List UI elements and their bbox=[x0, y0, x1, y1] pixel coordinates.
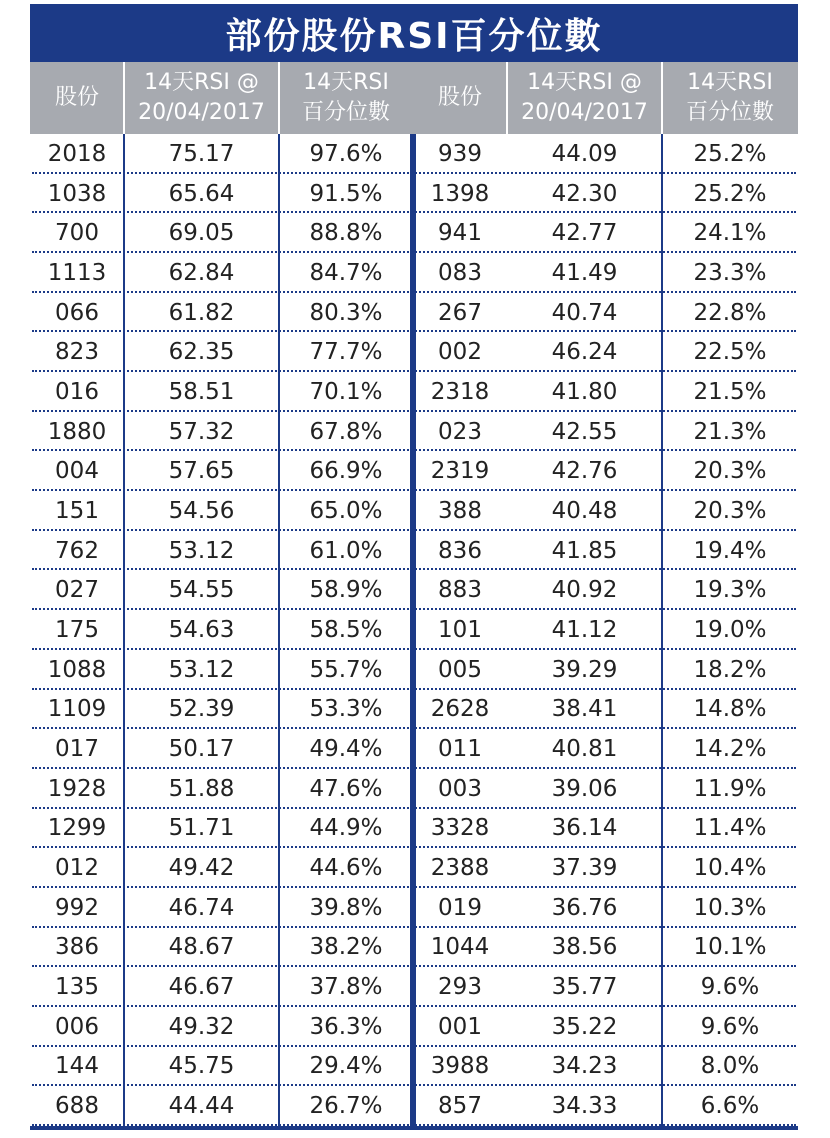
cell-rsi-percentile: 11.4% bbox=[693, 815, 767, 842]
cell-stock-code: 941 bbox=[438, 220, 482, 247]
cell-stock-code: 2018 bbox=[47, 140, 107, 167]
cell-stock-code: 016 bbox=[55, 378, 99, 405]
header-label-line1: 股份 bbox=[437, 85, 482, 110]
header-label-line1: 14天RSI bbox=[687, 70, 773, 95]
header-label-line2: 百分位數 bbox=[301, 100, 390, 125]
cell-rsi-percentile: 10.3% bbox=[693, 894, 767, 921]
cell-rsi-percentile: 14.8% bbox=[693, 696, 767, 723]
cell-stock-code: 1109 bbox=[47, 696, 107, 723]
cell-rsi-percentile: 14.2% bbox=[693, 736, 767, 763]
cell-stock-code: 883 bbox=[438, 577, 482, 604]
cell-stock-code: 2388 bbox=[430, 855, 490, 882]
header-divider bbox=[278, 62, 280, 134]
cell-stock-code: 1088 bbox=[47, 656, 107, 683]
cell-rsi-value: 42.76 bbox=[551, 458, 618, 485]
header-label-line1: 14天RSI @ bbox=[144, 70, 259, 95]
header-label-line1: 14天RSI @ bbox=[527, 70, 642, 95]
header-rsi-percentile-left bbox=[279, 62, 413, 134]
cell-rsi-value: 41.49 bbox=[551, 259, 618, 286]
cell-rsi-percentile: 37.8% bbox=[309, 974, 383, 1001]
cell-rsi-value: 48.67 bbox=[168, 934, 235, 961]
cell-stock-code: 011 bbox=[438, 736, 482, 763]
cell-rsi-value: 62.84 bbox=[168, 259, 235, 286]
cell-rsi-percentile: 70.1% bbox=[309, 378, 383, 405]
cell-rsi-percentile: 10.4% bbox=[693, 855, 767, 882]
cell-rsi-percentile: 44.9% bbox=[309, 815, 383, 842]
cell-rsi-percentile: 44.6% bbox=[309, 855, 383, 882]
cell-rsi-percentile: 97.6% bbox=[309, 140, 383, 167]
cell-rsi-value: 39.06 bbox=[551, 775, 618, 802]
cell-rsi-percentile: 23.3% bbox=[693, 259, 767, 286]
cell-rsi-value: 38.56 bbox=[551, 934, 618, 961]
cell-rsi-value: 44.09 bbox=[551, 140, 618, 167]
header-stock-code-right bbox=[413, 62, 507, 134]
cell-rsi-percentile: 22.8% bbox=[693, 299, 767, 326]
cell-stock-code: 004 bbox=[55, 458, 99, 485]
cell-rsi-percentile: 26.7% bbox=[309, 1093, 383, 1120]
cell-stock-code: 3328 bbox=[430, 815, 490, 842]
cell-stock-code: 2319 bbox=[430, 458, 490, 485]
cell-rsi-value: 49.32 bbox=[168, 1013, 235, 1040]
cell-stock-code: 027 bbox=[55, 577, 99, 604]
cell-rsi-value: 40.81 bbox=[551, 736, 618, 763]
cell-stock-code: 144 bbox=[55, 1053, 99, 1080]
table-bottom-rule bbox=[30, 1126, 798, 1130]
cell-rsi-percentile: 88.8% bbox=[309, 220, 383, 247]
cell-stock-code: 1928 bbox=[47, 775, 107, 802]
header-rsi-value-left bbox=[124, 62, 279, 134]
cell-stock-code: 2318 bbox=[430, 378, 490, 405]
cell-rsi-percentile: 55.7% bbox=[309, 656, 383, 683]
cell-rsi-value: 40.92 bbox=[551, 577, 618, 604]
cell-rsi-value: 54.56 bbox=[168, 497, 235, 524]
cell-stock-code: 3988 bbox=[430, 1053, 490, 1080]
cell-stock-code: 1299 bbox=[47, 815, 107, 842]
cell-rsi-percentile: 24.1% bbox=[693, 220, 767, 247]
cell-rsi-percentile: 77.7% bbox=[309, 339, 383, 366]
cell-stock-code: 992 bbox=[55, 894, 99, 921]
cell-rsi-percentile: 25.2% bbox=[693, 140, 767, 167]
column-divider bbox=[278, 134, 280, 1126]
cell-stock-code: 006 bbox=[55, 1013, 99, 1040]
cell-stock-code: 700 bbox=[55, 220, 99, 247]
cell-stock-code: 688 bbox=[55, 1093, 99, 1120]
cell-stock-code: 083 bbox=[438, 259, 482, 286]
cell-rsi-value: 58.51 bbox=[168, 378, 235, 405]
cell-rsi-value: 51.71 bbox=[168, 815, 235, 842]
cell-rsi-value: 62.35 bbox=[168, 339, 235, 366]
cell-stock-code: 267 bbox=[438, 299, 482, 326]
cell-rsi-value: 45.75 bbox=[168, 1053, 235, 1080]
cell-rsi-percentile: 21.3% bbox=[693, 418, 767, 445]
cell-rsi-value: 42.30 bbox=[551, 180, 618, 207]
cell-rsi-value: 36.76 bbox=[551, 894, 618, 921]
cell-stock-code: 293 bbox=[438, 974, 482, 1001]
cell-stock-code: 823 bbox=[55, 339, 99, 366]
cell-rsi-value: 54.55 bbox=[168, 577, 235, 604]
cell-rsi-percentile: 9.6% bbox=[700, 974, 760, 1001]
cell-rsi-percentile: 22.5% bbox=[693, 339, 767, 366]
cell-rsi-value: 40.74 bbox=[551, 299, 618, 326]
cell-stock-code: 019 bbox=[438, 894, 482, 921]
header-rsi-percentile-right bbox=[662, 62, 798, 134]
cell-rsi-percentile: 19.4% bbox=[693, 537, 767, 564]
cell-rsi-percentile: 61.0% bbox=[309, 537, 383, 564]
header-label-line2: 20/04/2017 bbox=[138, 100, 265, 125]
cell-rsi-percentile: 20.3% bbox=[693, 497, 767, 524]
cell-stock-code: 1880 bbox=[47, 418, 107, 445]
cell-rsi-percentile: 80.3% bbox=[309, 299, 383, 326]
cell-rsi-percentile: 58.9% bbox=[309, 577, 383, 604]
cell-stock-code: 012 bbox=[55, 855, 99, 882]
cell-rsi-value: 35.22 bbox=[551, 1013, 618, 1040]
cell-stock-code: 1113 bbox=[47, 259, 107, 286]
cell-rsi-percentile: 19.3% bbox=[693, 577, 767, 604]
cell-rsi-percentile: 18.2% bbox=[693, 656, 767, 683]
cell-rsi-percentile: 9.6% bbox=[700, 1013, 760, 1040]
cell-rsi-value: 54.63 bbox=[168, 616, 235, 643]
cell-rsi-value: 42.77 bbox=[551, 220, 618, 247]
header-divider bbox=[506, 62, 508, 134]
cell-stock-code: 939 bbox=[438, 140, 482, 167]
cell-rsi-percentile: 10.1% bbox=[693, 934, 767, 961]
cell-rsi-percentile: 8.0% bbox=[700, 1053, 760, 1080]
header-rsi-value-right bbox=[507, 62, 662, 134]
cell-rsi-value: 37.39 bbox=[551, 855, 618, 882]
cell-rsi-percentile: 21.5% bbox=[693, 378, 767, 405]
cell-rsi-percentile: 39.8% bbox=[309, 894, 383, 921]
cell-rsi-value: 41.80 bbox=[551, 378, 618, 405]
cell-rsi-value: 34.33 bbox=[551, 1093, 618, 1120]
header-stock-code-left bbox=[30, 62, 124, 134]
cell-stock-code: 135 bbox=[55, 974, 99, 1001]
header-label-line2: 20/04/2017 bbox=[521, 100, 648, 125]
cell-stock-code: 1044 bbox=[430, 934, 490, 961]
cell-rsi-percentile: 25.2% bbox=[693, 180, 767, 207]
cell-rsi-percentile: 65.0% bbox=[309, 497, 383, 524]
rsi-percentile-table bbox=[30, 4, 798, 1132]
column-divider bbox=[123, 134, 125, 1126]
cell-rsi-percentile: 53.3% bbox=[309, 696, 383, 723]
cell-rsi-value: 65.64 bbox=[168, 180, 235, 207]
cell-rsi-percentile: 49.4% bbox=[309, 736, 383, 763]
cell-rsi-value: 46.67 bbox=[168, 974, 235, 1001]
cell-rsi-value: 69.05 bbox=[168, 220, 235, 247]
cell-rsi-percentile: 67.8% bbox=[309, 418, 383, 445]
cell-rsi-value: 75.17 bbox=[168, 140, 235, 167]
cell-rsi-value: 49.42 bbox=[168, 855, 235, 882]
cell-rsi-value: 57.32 bbox=[168, 418, 235, 445]
cell-rsi-percentile: 29.4% bbox=[309, 1053, 383, 1080]
cell-stock-code: 151 bbox=[55, 497, 99, 524]
cell-rsi-percentile: 38.2% bbox=[309, 934, 383, 961]
cell-stock-code: 386 bbox=[55, 934, 99, 961]
cell-rsi-value: 50.17 bbox=[168, 736, 235, 763]
cell-stock-code: 175 bbox=[55, 616, 99, 643]
cell-rsi-percentile: 11.9% bbox=[693, 775, 767, 802]
cell-rsi-value: 46.74 bbox=[168, 894, 235, 921]
cell-rsi-value: 35.77 bbox=[551, 974, 618, 1001]
header-label-line1: 14天RSI bbox=[303, 70, 389, 95]
cell-rsi-percentile: 19.0% bbox=[693, 616, 767, 643]
cell-rsi-value: 42.55 bbox=[551, 418, 618, 445]
cell-rsi-percentile: 84.7% bbox=[309, 259, 383, 286]
cell-rsi-percentile: 47.6% bbox=[309, 775, 383, 802]
cell-stock-code: 066 bbox=[55, 299, 99, 326]
cell-stock-code: 836 bbox=[438, 537, 482, 564]
header-label-line2: 百分位數 bbox=[685, 100, 774, 125]
cell-rsi-value: 46.24 bbox=[551, 339, 618, 366]
table-title: 部份股份RSI百分位數 bbox=[30, 4, 798, 62]
cell-stock-code: 1038 bbox=[47, 180, 107, 207]
cell-rsi-percentile: 6.6% bbox=[700, 1093, 760, 1120]
cell-stock-code: 017 bbox=[55, 736, 99, 763]
cell-rsi-value: 40.48 bbox=[551, 497, 618, 524]
cell-rsi-percentile: 36.3% bbox=[309, 1013, 383, 1040]
cell-rsi-value: 38.41 bbox=[551, 696, 618, 723]
cell-stock-code: 857 bbox=[438, 1093, 482, 1120]
cell-rsi-value: 57.65 bbox=[168, 458, 235, 485]
cell-stock-code: 1398 bbox=[430, 180, 490, 207]
cell-stock-code: 2628 bbox=[430, 696, 490, 723]
cell-stock-code: 002 bbox=[438, 339, 482, 366]
cell-stock-code: 001 bbox=[438, 1013, 482, 1040]
cell-rsi-value: 34.23 bbox=[551, 1053, 618, 1080]
cell-rsi-percentile: 20.3% bbox=[693, 458, 767, 485]
cell-stock-code: 005 bbox=[438, 656, 482, 683]
cell-rsi-value: 51.88 bbox=[168, 775, 235, 802]
cell-rsi-value: 53.12 bbox=[168, 537, 235, 564]
table-body bbox=[30, 134, 798, 1126]
header-divider bbox=[661, 62, 663, 134]
cell-stock-code: 388 bbox=[438, 497, 482, 524]
cell-rsi-value: 41.85 bbox=[551, 537, 618, 564]
cell-rsi-percentile: 91.5% bbox=[309, 180, 383, 207]
cell-rsi-value: 52.39 bbox=[168, 696, 235, 723]
cell-rsi-percentile: 66.9% bbox=[309, 458, 383, 485]
cell-stock-code: 003 bbox=[438, 775, 482, 802]
cell-rsi-value: 61.82 bbox=[168, 299, 235, 326]
cell-rsi-value: 41.12 bbox=[551, 616, 618, 643]
center-divider bbox=[410, 134, 416, 1126]
cell-stock-code: 762 bbox=[55, 537, 99, 564]
cell-rsi-percentile: 58.5% bbox=[309, 616, 383, 643]
cell-rsi-value: 39.29 bbox=[551, 656, 618, 683]
cell-rsi-value: 53.12 bbox=[168, 656, 235, 683]
header-divider bbox=[123, 62, 125, 134]
cell-rsi-value: 36.14 bbox=[551, 815, 618, 842]
column-divider bbox=[661, 134, 663, 1126]
table-header bbox=[30, 62, 798, 134]
header-label-line1: 股份 bbox=[54, 85, 99, 110]
cell-stock-code: 023 bbox=[438, 418, 482, 445]
cell-rsi-value: 44.44 bbox=[168, 1093, 235, 1120]
cell-stock-code: 101 bbox=[438, 616, 482, 643]
